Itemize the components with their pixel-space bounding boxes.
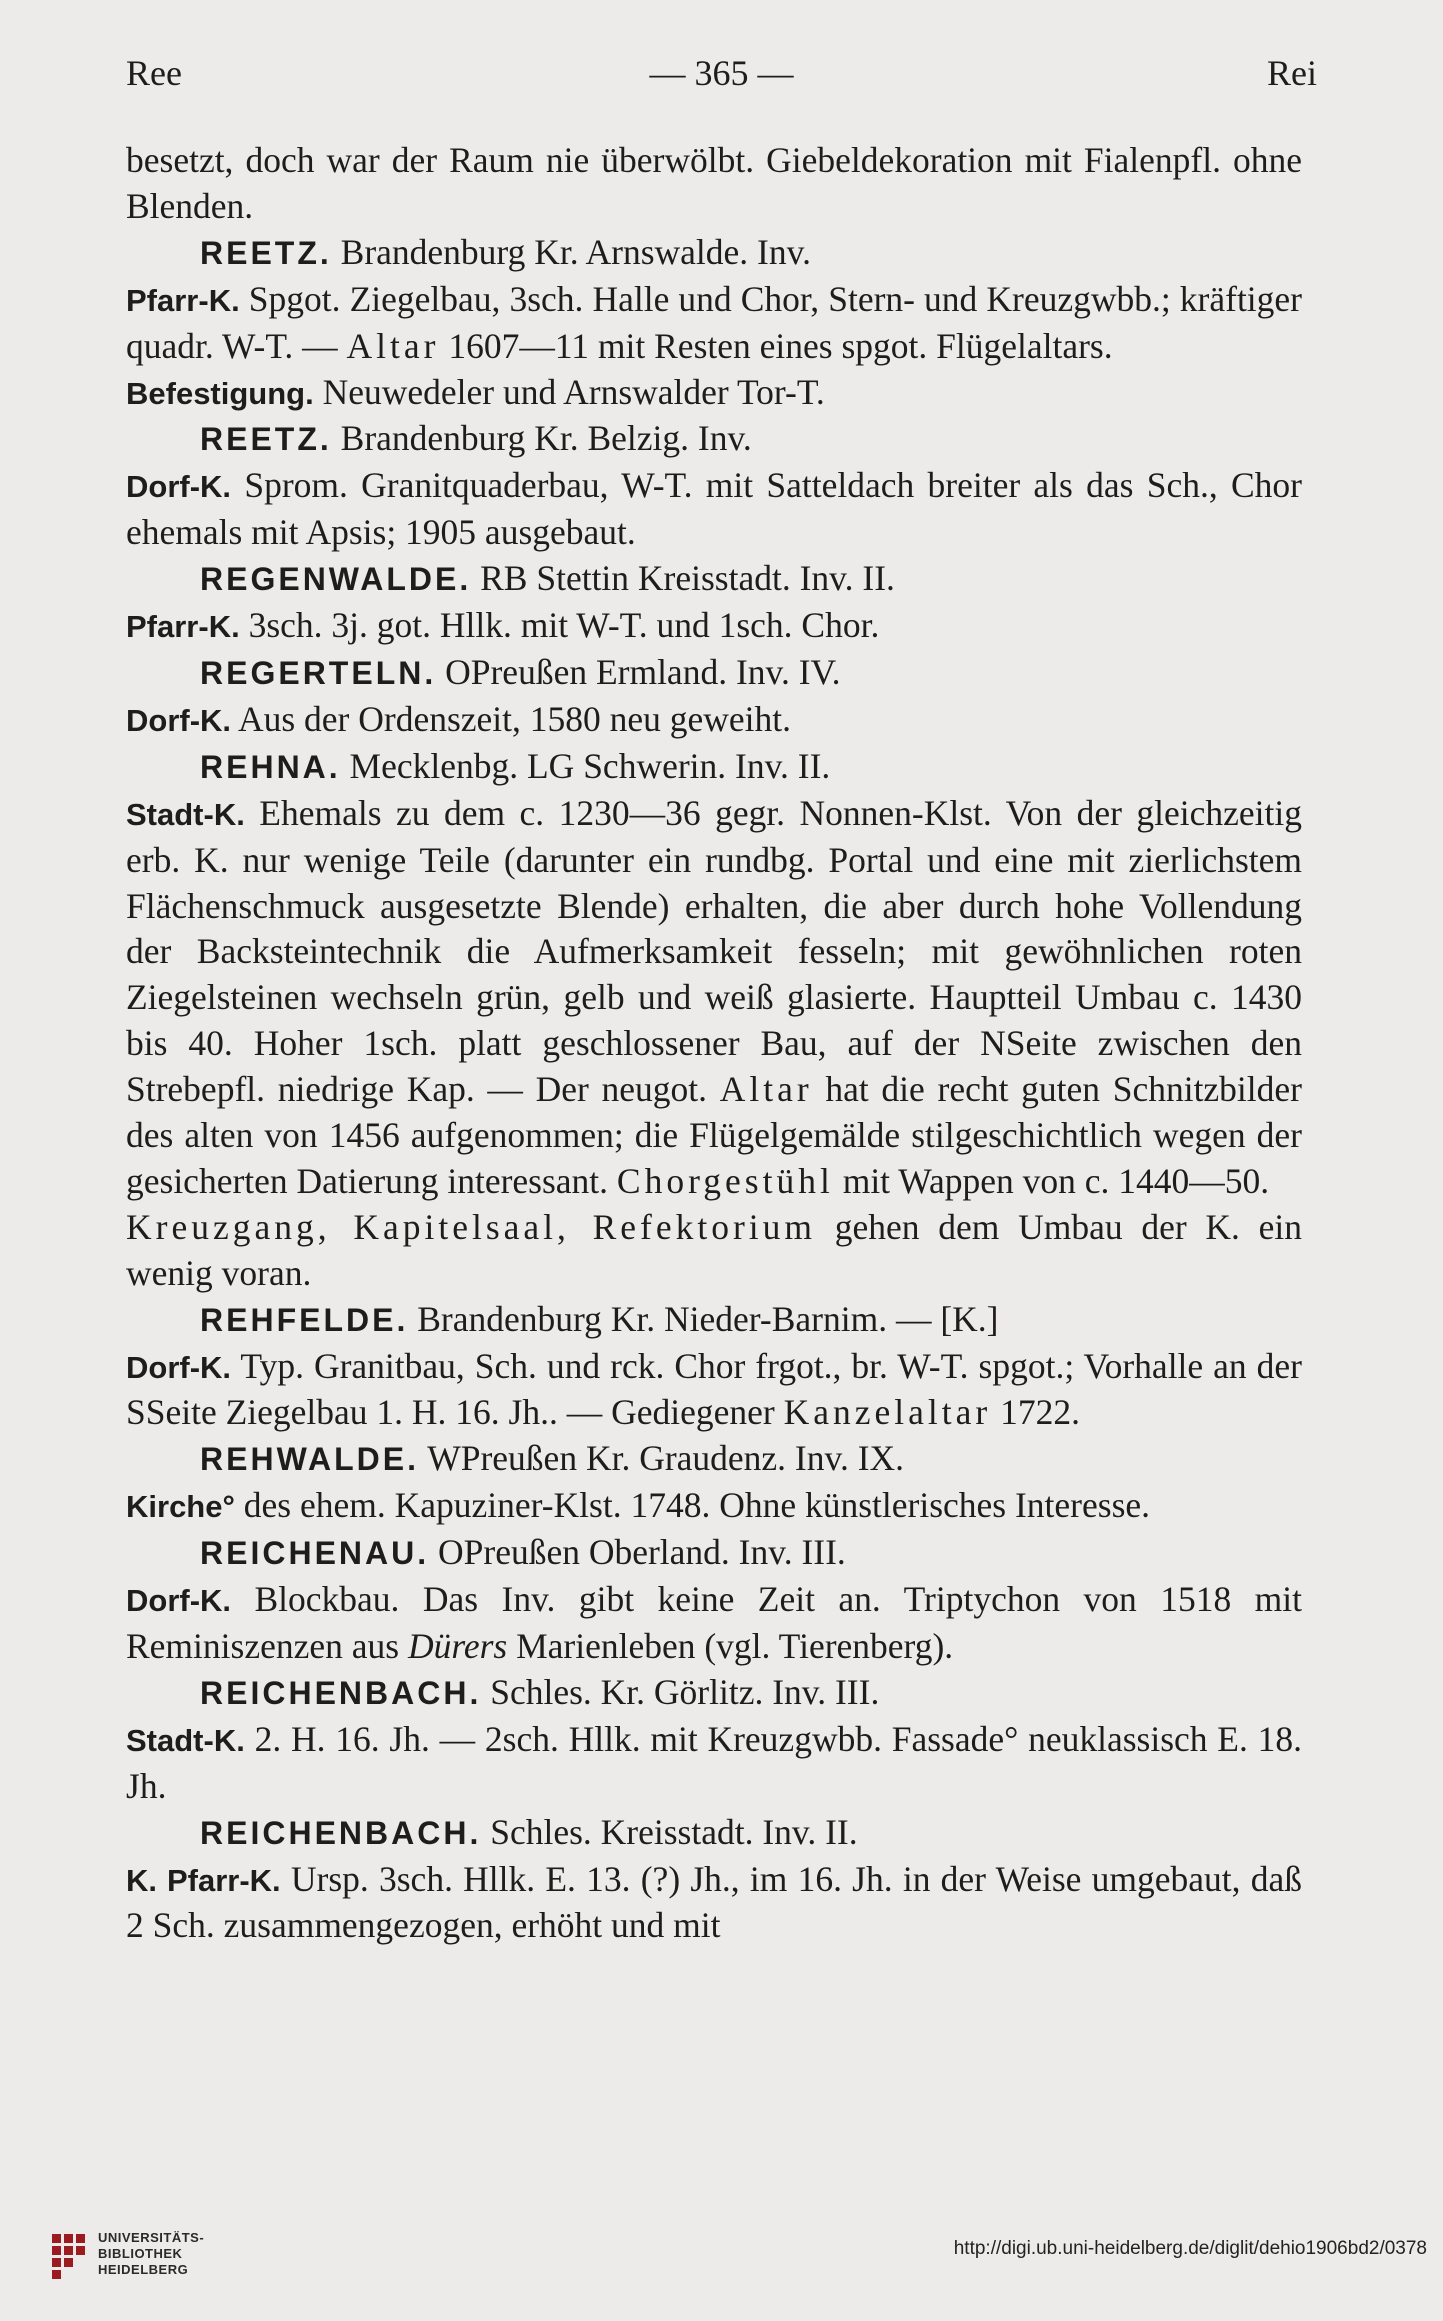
- entry-paragraph: [126, 1717, 1302, 1810]
- text-run: Schles. Kr. Görlitz. Inv. III.: [481, 1671, 880, 1712]
- spaced-term: Chorgestühl: [616, 1160, 834, 1201]
- place-heading: [126, 1530, 1302, 1577]
- entry-paragraph: [126, 1577, 1302, 1670]
- entry-paragraph: [126, 138, 1302, 230]
- running-head-left: Ree: [126, 53, 182, 93]
- source-url[interactable]: http://digi.ub.uni-heidelberg.de/diglit/dehio1906bd2/0378: [953, 2238, 1427, 2259]
- place-heading: [126, 1436, 1302, 1483]
- building-label: Befestigung.: [126, 375, 314, 411]
- building-label: Dorf-K.: [126, 1349, 232, 1385]
- text-run: Marienleben (vgl. Tierenberg).: [507, 1626, 954, 1666]
- place-name: REETZ.: [200, 421, 332, 458]
- spaced-term: Altar: [719, 1069, 813, 1110]
- text-run: besetzt, doch war der Raum nie überwölbt. Giebeldekoration mit Fialenpfl. ohne Blenden.: [126, 140, 1302, 226]
- text-run: Neuwedeler und Arnswalder Tor-T.: [313, 371, 825, 412]
- entry-paragraph: [126, 697, 1302, 744]
- library-line: HEIDELBERG: [98, 2262, 189, 2277]
- body-text: [126, 138, 1302, 1949]
- place-heading: [126, 650, 1302, 697]
- entry-paragraph: [126, 1857, 1302, 1950]
- library-logo: [50, 2228, 210, 2298]
- place-heading: [126, 416, 1302, 463]
- place-name: REHNA.: [200, 748, 341, 785]
- text-run: Aus der Ordenszeit, 1580 neu geweiht.: [231, 698, 792, 739]
- text-run: Schles. Kreisstadt. Inv. II.: [481, 1811, 858, 1852]
- building-label: K. Pfarr-K.: [126, 1862, 281, 1898]
- building-label: Pfarr-K.: [126, 282, 240, 318]
- text-run: 3sch. 3j. got. Hllk. mit W-T. und 1sch. Chor.: [239, 605, 880, 646]
- place-name: REGENWALDE.: [200, 561, 472, 598]
- text-run: 2. H. 16. Jh. — 2sch. Hllk. mit Kreuzgwbb. Fassade° neuklassisch E. 18. Jh.: [126, 1718, 1302, 1806]
- building-label: Stadt-K.: [126, 796, 245, 832]
- text-run: Sprom. Granitquaderbau, W-T. mit Satteldach breiter als das Sch., Chor ehemals mit Apsis; 1905 ausgebaut.: [126, 465, 1302, 553]
- building-label: Pfarr-K.: [126, 609, 240, 645]
- place-heading: [126, 1810, 1302, 1857]
- spaced-term: Kreuzgang, Kapitelsaal, Refektorium: [126, 1206, 817, 1247]
- page-number: — 365 —: [649, 53, 794, 93]
- spaced-term: Altar: [346, 325, 440, 366]
- entry-paragraph: [126, 791, 1302, 1205]
- place-name: REICHENAU.: [200, 1535, 430, 1572]
- running-head-right: Rei: [1267, 53, 1317, 93]
- library-logo-icon: [50, 2232, 90, 2280]
- text-run: RB Stettin Kreisstadt. Inv. II.: [471, 558, 895, 599]
- text-run: 1607—11 mit Resten eines spgot. Flügelaltars.: [439, 325, 1113, 366]
- library-line: UNIVERSITÄTS-: [98, 2230, 205, 2245]
- text-run: Mecklenbg. LG Schwerin. Inv. II.: [340, 745, 831, 786]
- building-label: Dorf-K.: [126, 702, 232, 738]
- place-name: REETZ.: [200, 234, 332, 271]
- place-heading: [126, 230, 1302, 277]
- place-name: REICHENBACH.: [200, 1674, 482, 1711]
- italic-term: Dürers: [407, 1626, 508, 1666]
- entry-paragraph: [126, 370, 1302, 417]
- entry-paragraph: [126, 1205, 1302, 1297]
- entry-paragraph: [126, 1483, 1302, 1530]
- text-run: OPreußen Ermland. Inv. IV.: [436, 651, 841, 692]
- text-run: Ursp. 3sch. Hllk. E. 13. (?) Jh., im 16. Jh. in der Weise umgebaut, daß 2 Sch. zusammengezogen, erhöht und mit: [126, 1858, 1302, 1946]
- text-run: Spgot. Ziegelbau, 3sch. Halle und Chor, Stern- und Kreuzgwbb.; kräftiger quadr. W-T. —: [126, 278, 1302, 366]
- place-name: REHFELDE.: [200, 1301, 409, 1338]
- place-heading: [126, 744, 1302, 791]
- text-run: Brandenburg Kr. Nieder-Barnim. — [K.]: [408, 1298, 999, 1339]
- place-name: REGERTELN.: [200, 654, 437, 691]
- building-label: Stadt-K.: [126, 1722, 245, 1758]
- text-run: gehen dem Umbau der K. ein wenig voran.: [126, 1206, 1302, 1293]
- building-label: Dorf-K.: [126, 1583, 232, 1619]
- running-head: [126, 52, 1317, 102]
- entry-paragraph: [126, 1344, 1302, 1437]
- building-label: Kirche°: [126, 1489, 235, 1525]
- text-run: OPreußen Oberland. Inv. III.: [429, 1532, 846, 1573]
- library-name: [98, 2230, 204, 2278]
- text-run: Brandenburg Kr. Belzig. Inv.: [331, 418, 752, 459]
- text-run: Ehemals zu dem c. 1230—36 gegr. Nonnen-Klst. Von der gleichzeitig erb. K. nur wenige Teile (darunter ein rundbg. Portal und eine mit zierlichstem Flächenschmuck ausgesetzte Blende) erhalten, die aber durch hohe Vollendung der Backsteintechnik die Aufmerksamkeit fesseln; mit gewöhnlichen roten Ziegelsteinen wechseln grün, gelb und weiß glasierte. Hauptteil Umbau c. 1430 bis 40. Hoher 1sch. platt geschlossener Bau, auf der NSeite zwischen den Strebepfl. niedrige Kap. — Der neugot.: [126, 792, 1302, 1110]
- spaced-term: Kanzelaltar: [783, 1392, 992, 1433]
- place-name: REHWALDE.: [200, 1441, 419, 1478]
- library-line: BIBLIOTHEK: [98, 2246, 183, 2261]
- place-heading: [126, 1670, 1302, 1717]
- text-run: des ehem. Kapuziner-Klst. 1748. Ohne künstlerisches Interesse.: [234, 1485, 1151, 1526]
- text-run: 1722.: [991, 1392, 1080, 1433]
- place-heading: [126, 1297, 1302, 1344]
- place-name: REICHENBACH.: [200, 1814, 482, 1851]
- text-run: Typ. Granitbau, Sch. und rck. Chor frgot., br. W-T. spgot.; Vorhalle an der SSeite Ziegelbau 1. H. 16. Jh.. — Gediegener: [126, 1345, 1302, 1433]
- place-heading: [126, 556, 1302, 603]
- entry-paragraph: [126, 463, 1302, 556]
- text-run: Brandenburg Kr. Arnswalde. Inv.: [331, 231, 811, 272]
- text-run: Blockbau. Das Inv. gibt keine Zeit an. Triptychon von 1518 mit Reminiszenzen aus: [126, 1579, 1302, 1666]
- entry-paragraph: [126, 603, 1302, 650]
- entry-paragraph: [126, 277, 1302, 370]
- text-run: mit Wappen von c. 1440—50.: [833, 1160, 1270, 1201]
- text-run: hat die recht guten Schnitzbilder des alten von 1456 aufgenommen; die Flügelgemälde stilgeschichtlich wegen der gesicherten Datierung interessant.: [126, 1069, 1302, 1201]
- building-label: Dorf-K.: [126, 469, 232, 505]
- text-run: WPreußen Kr. Graudenz. Inv. IX.: [419, 1438, 905, 1479]
